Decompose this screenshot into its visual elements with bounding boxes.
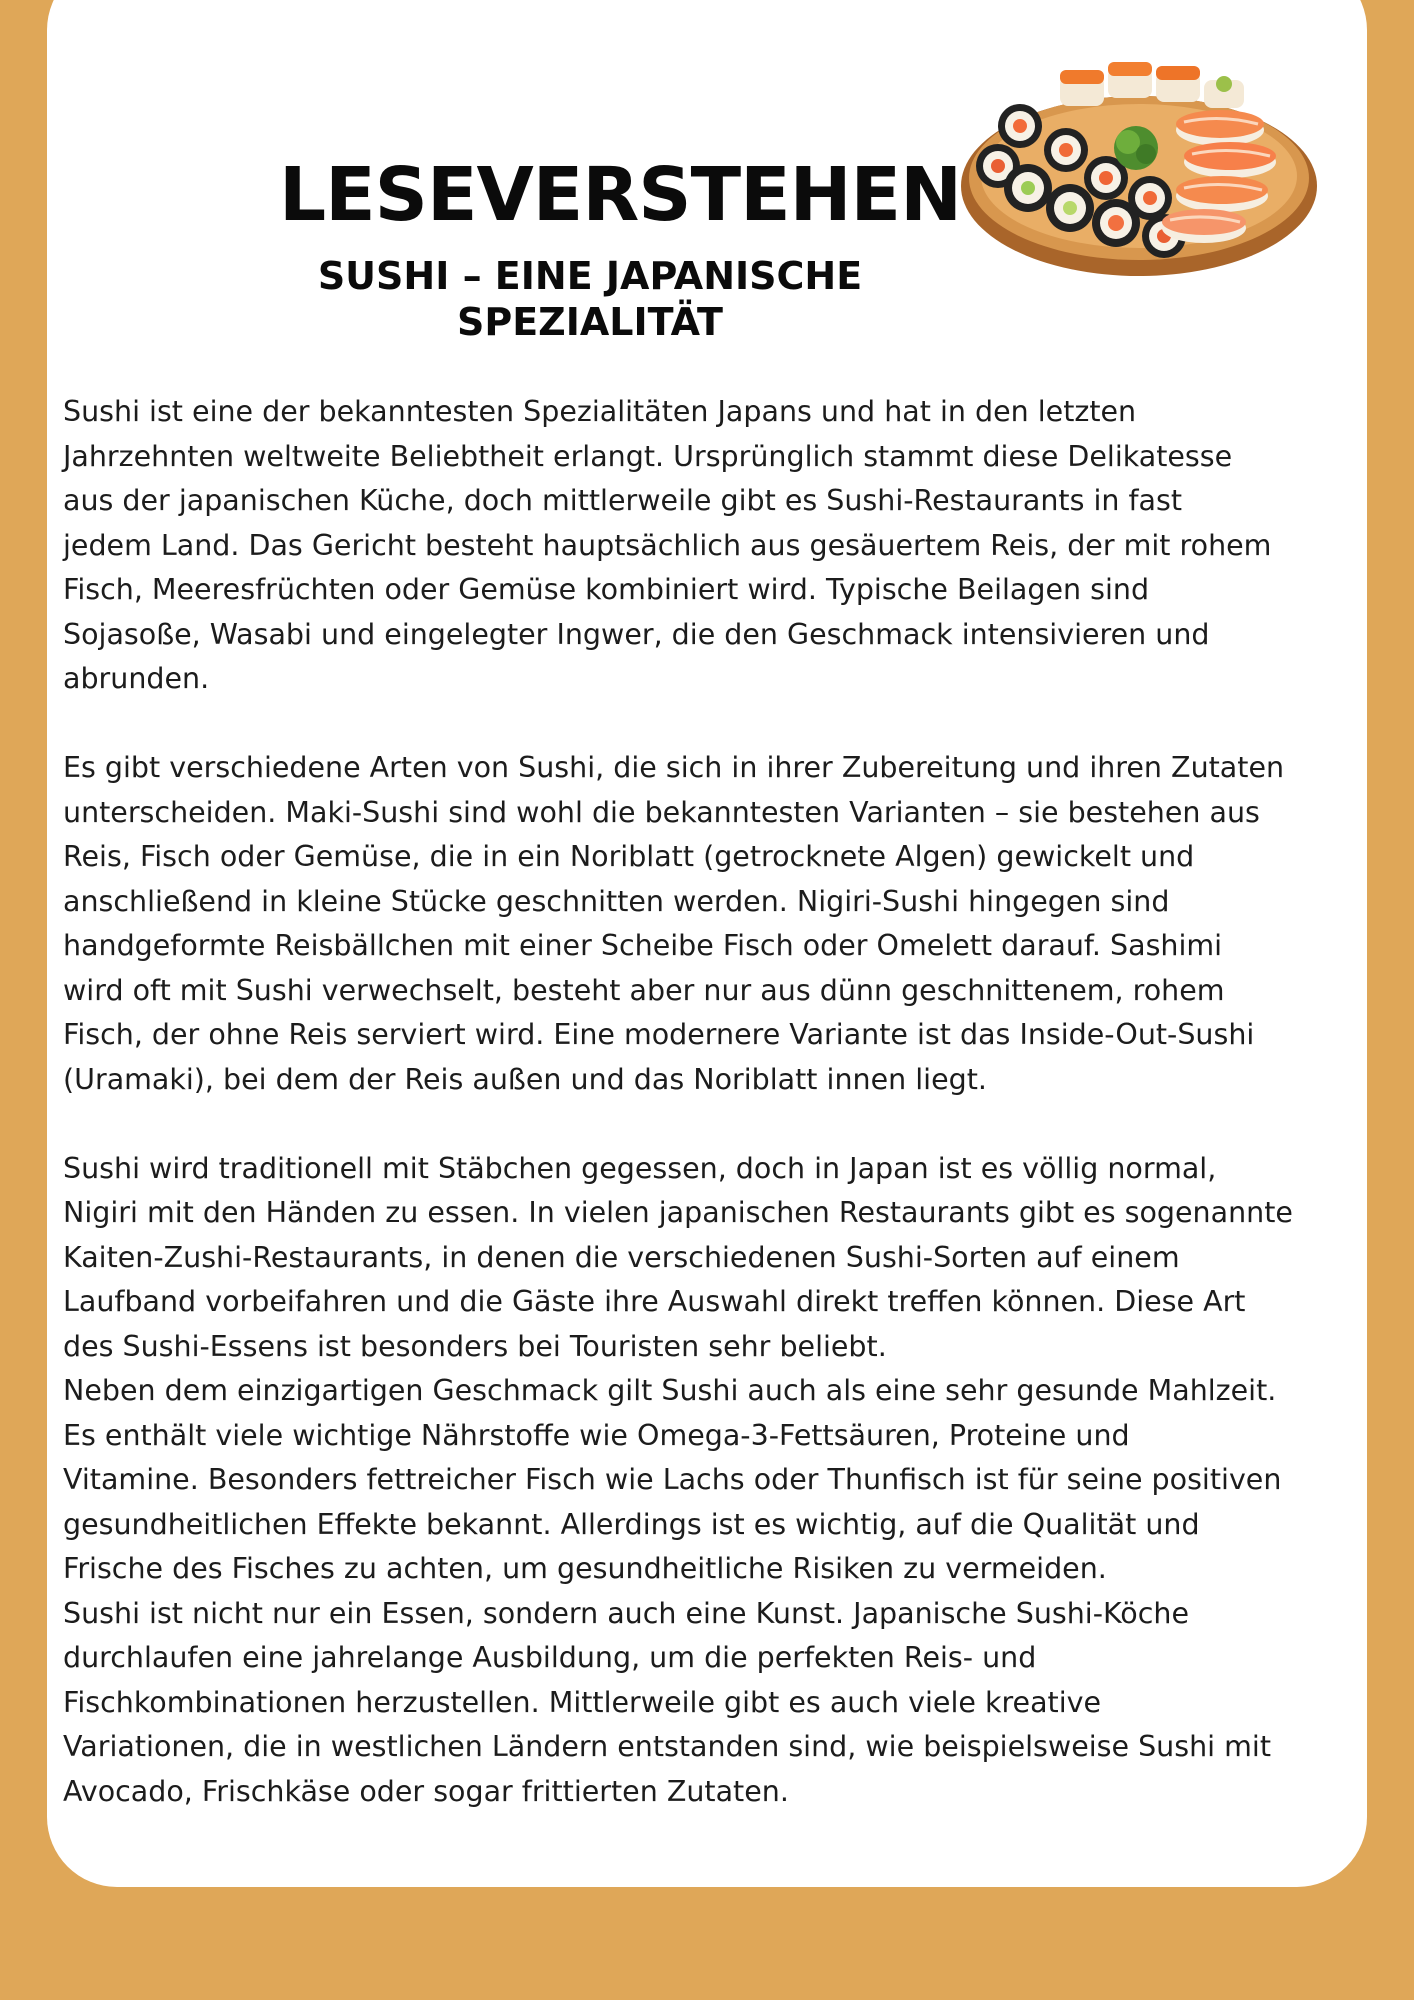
text-line: Neben dem einzigartigen Geschmack gilt Sushi auch als eine sehr gesunde Mahlzeit. bbox=[63, 1374, 1277, 1407]
text-line: Sojasoße, Wasabi und eingelegter Ingwer, die den Geschmack intensivieren und bbox=[63, 617, 1210, 651]
text-line: Es gibt verschiedene Arten von Sushi, die sich in ihrer Zubereitung und ihren Zutaten bbox=[63, 751, 1285, 784]
text-line: Reis, Fisch oder Gemüse, die in ein Noriblatt (getrocknete Algen) gewickelt und bbox=[63, 840, 1195, 873]
text-line: Sushi wird traditionell mit Stäbchen gegessen, doch in Japan ist es völlig normal, bbox=[63, 1151, 1217, 1185]
text-line: Fisch, der ohne Reis serviert wird. Eine modernere Variante ist das Inside-Out-Sushi bbox=[63, 1018, 1255, 1051]
paragraph-1 bbox=[63, 390, 1373, 702]
text-line: wird oft mit Sushi verwechselt, besteht aber nur aus dünn geschnittenem, rohem bbox=[63, 973, 1225, 1007]
text-line: Vitamine. Besonders fettreicher Fisch wie Lachs oder Thunfisch ist für seine positiven bbox=[63, 1463, 1282, 1496]
subtitle-line-2: SPEZIALITÄT bbox=[457, 300, 723, 344]
text-line: Jahrzehnten weltweite Beliebtheit erlangt. Ursprünglich stammt diese Delikatesse bbox=[63, 439, 1233, 473]
paragraph-spacer bbox=[63, 702, 1373, 747]
text-line: Nigiri mit den Händen zu essen. In vielen japanischen Restaurants gibt es sogenannte bbox=[63, 1196, 1293, 1229]
page-subtitle bbox=[300, 253, 880, 345]
text-line: Es enthält viele wichtige Nährstoffe wie Omega-3-Fettsäuren, Proteine und bbox=[63, 1418, 1130, 1452]
text-line: Sushi ist nicht nur ein Essen, sondern auch eine Kunst. Japanische Sushi-Köche bbox=[63, 1596, 1189, 1630]
text-line: jedem Land. Das Gericht besteht hauptsächlich aus gesäuertem Reis, der mit rohem bbox=[63, 528, 1272, 562]
text-line: handgeformte Reisbällchen mit einer Scheibe Fisch oder Omelett darauf. Sashimi bbox=[63, 929, 1223, 962]
text-line: Sushi ist eine der bekanntesten Spezialitäten Japans und hat in den letzten bbox=[63, 395, 1137, 428]
text-line: des Sushi-Essens ist besonders bei Touristen sehr beliebt. bbox=[63, 1329, 887, 1363]
text-line: unterscheiden. Maki-Sushi sind wohl die bekanntesten Varianten – sie bestehen aus bbox=[63, 795, 1260, 829]
text-line: Avocado, Frischkäse oder sogar frittierten Zutaten. bbox=[63, 1774, 789, 1808]
text-line: (Uramaki), bei dem der Reis außen und das Noriblatt innen liegt. bbox=[63, 1062, 987, 1096]
text-line: Laufband vorbeifahren und die Gäste ihre Auswahl direkt treffen können. Diese Art bbox=[63, 1285, 1246, 1318]
text-line: anschließend in kleine Stücke geschnitten werden. Nigiri-Sushi hingegen sind bbox=[63, 884, 1170, 918]
text-line: aus der japanischen Küche, doch mittlerweile gibt es Sushi-Restaurants in fast bbox=[63, 484, 1183, 517]
text-line: abrunden. bbox=[63, 662, 210, 695]
sushi-platter-image bbox=[958, 58, 1320, 280]
text-line: Fischkombinationen herzustellen. Mittlerweile gibt es auch viele kreative bbox=[63, 1685, 1102, 1719]
paragraph-3 bbox=[63, 1147, 1373, 1815]
text-line: Frische des Fisches zu achten, um gesundheitliche Risiken zu vermeiden. bbox=[63, 1552, 1107, 1585]
paragraph-2 bbox=[63, 746, 1373, 1102]
article-body bbox=[63, 390, 1373, 1814]
text-line: Variationen, die in westlichen Ländern entstanden sind, wie beispielsweise Sushi mit bbox=[63, 1730, 1271, 1763]
subtitle-line-1: SUSHI – EINE JAPANISCHE bbox=[317, 254, 863, 298]
paragraph-spacer bbox=[63, 1102, 1373, 1147]
text-line: gesundheitlichen Effekte bekannt. Allerdings ist es wichtig, auf die Qualität und bbox=[63, 1507, 1200, 1541]
text-line: Kaiten-Zushi-Restaurants, in denen die verschiedenen Sushi-Sorten auf einem bbox=[63, 1240, 1180, 1274]
text-line: Fisch, Meeresfrüchten oder Gemüse kombiniert wird. Typische Beilagen sind bbox=[63, 573, 1150, 606]
text-line: durchlaufen eine jahrelange Ausbildung, um die perfekten Reis- und bbox=[63, 1641, 1037, 1674]
page-title: LESEVERSTEHEN bbox=[278, 152, 962, 238]
